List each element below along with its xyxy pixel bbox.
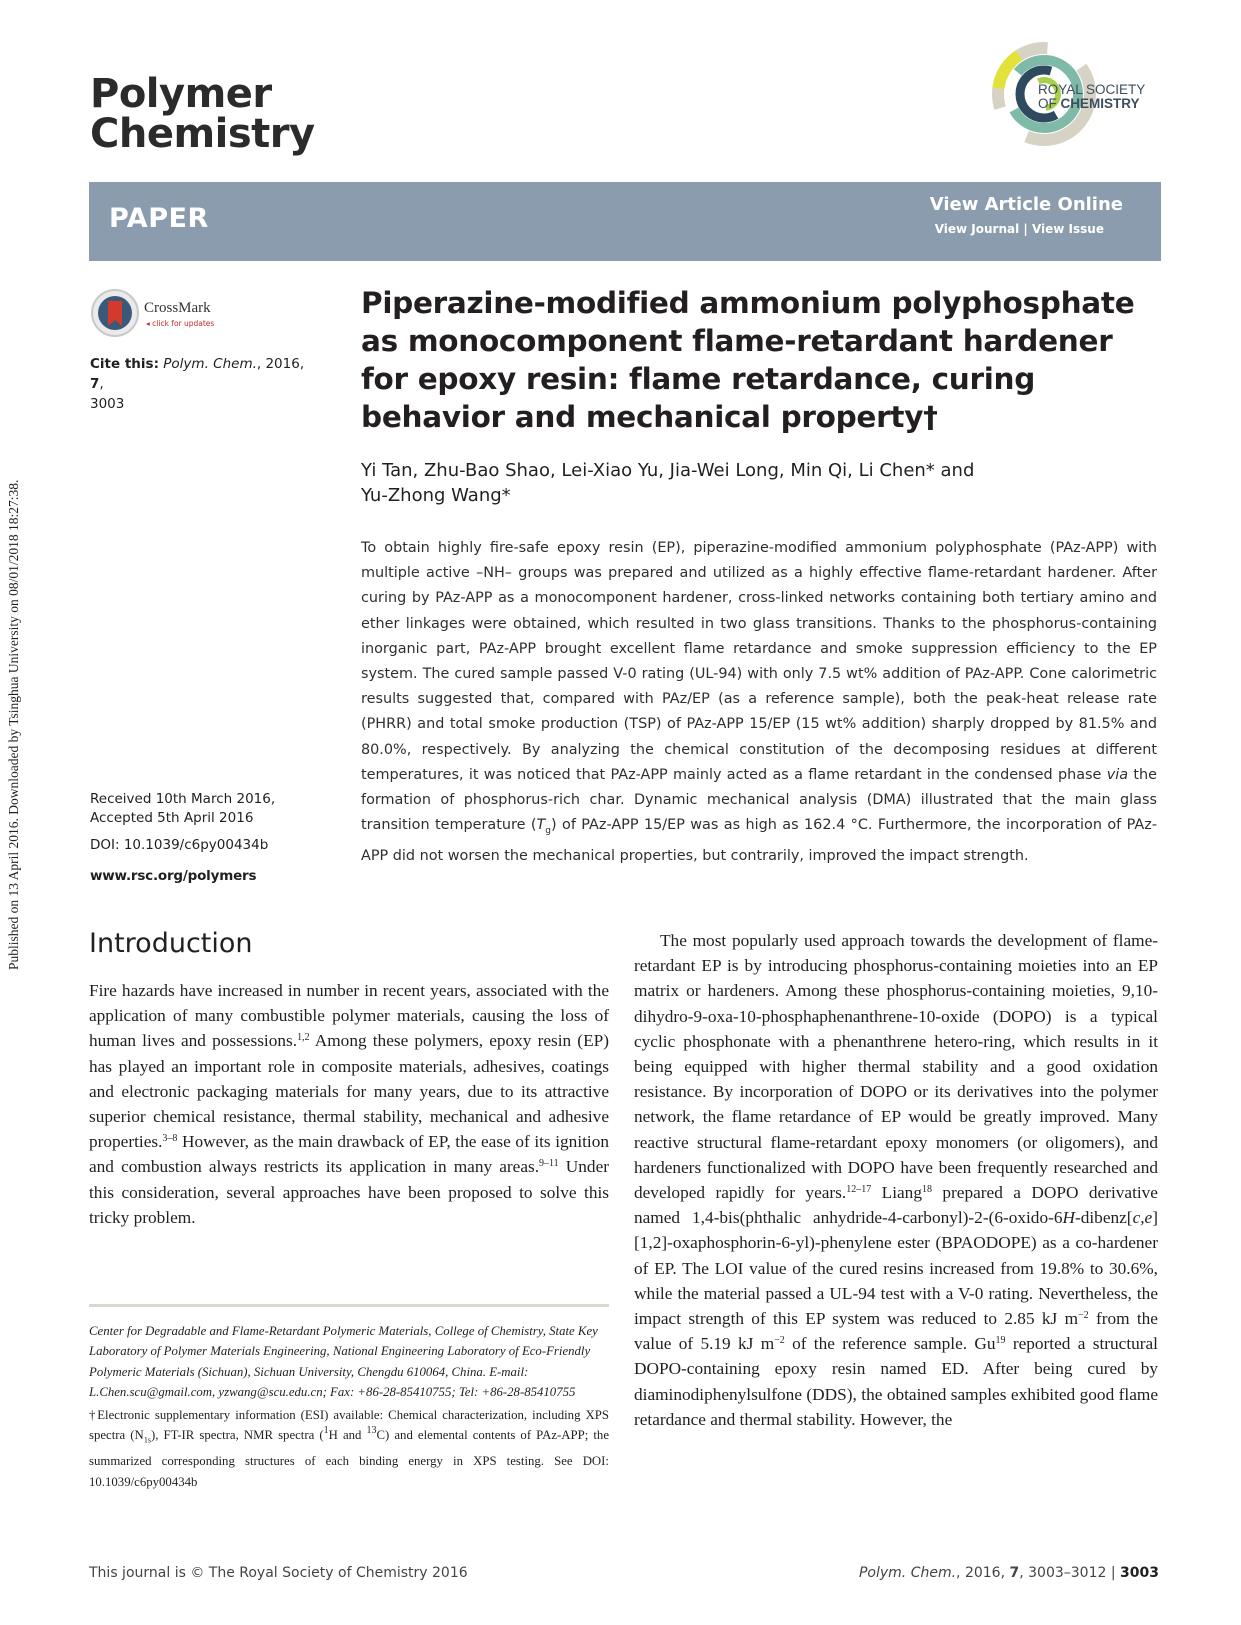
received-date: Received 10th March 2016, <box>90 791 276 807</box>
page-number: 3003 <box>1120 1565 1159 1581</box>
citation-ref[interactable]: 18 <box>921 1184 932 1196</box>
footnote-divider <box>89 1304 609 1307</box>
affiliation-footnote: Center for Degradable and Flame-Retardant Polymeric Materials, College of Chemistry, State Key Laboratory of Polymer Materials Engineering, National Engineering Laboratory of Eco-Friendly Polymeric Materials (Sichuan), Sichuan University, Chengdu 610064, China. E-mail: L.Chen.scu@gmail.com, yzwang@scu.edu.cn; Fax: +86-28-85410755; Tel: +86-28-85410755 <box>89 1324 598 1400</box>
publication-side-note: Published on 13 April 2016. Downloaded by Tsinghua University on 08/01/2018 18:27:38. <box>6 479 21 970</box>
rsc-wordmark: ROYAL SOCIETY OF CHEMISTRY <box>1038 82 1146 111</box>
crossmark-label: CrossMark <box>144 300 211 316</box>
author-list: Yi Tan, Zhu-Bao Shao, Lei-Xiao Yu, Jia-Wei Long, Min Qi, Li Chen* and Yu-Zhong Wang* <box>361 460 975 506</box>
banner-links <box>935 222 1104 236</box>
abstract: To obtain highly fire-safe epoxy resin (EP), piperazine-modified ammonium polyphosphate (PAz-APP) with multiple active –NH– groups was prepared and utilized as a highly effective flame-retardant hardener. After curing by PAz-APP as a monocomponent hardener, cross-linked networks containing both tertiary amino and ether linkages were obtained, which resulted in two glass transitions. Thanks to the phosphorus-containing inorganic part, PAz-APP brought excellent flame retardance and smoke suppression efficiency to the EP system. The cured sample passed V-0 rating (UL-94) with only 7.5 wt% addition of PAz-APP. Cone calorimetric results suggested that, compared with PAz/EP (as a reference sample), both the peak-heat release rate (PHRR) and total smoke production (TSP) of PAz-APP 15/EP (15 wt% addition) sharply dropped by 81.5% and 80.0%, respectively. By analyzing the chemical constitution of the decomposing residues at different temperatures, it was noticed that PAz-APP mainly acted as a flame retardant in the condensed phase via the formation of phosphorus-rich char. Dynamic mechanical analysis (DMA) illustrated that the main glass transition temperature $(T_g)$ of PAz-APP 15/EP was as high as 162.4 °C. Furthermore, the incorporation of PAz-APP did not worsen the mechanical properties, but contrarily, improved the impact strength. <box>361 540 1158 865</box>
journal-title <box>90 71 315 157</box>
view-issue-link[interactable]: View Issue <box>1031 222 1104 236</box>
citation: Cite this: Polym. Chem., 2016, 7, 3003 <box>90 356 305 412</box>
received-dates <box>90 790 320 828</box>
crossmark-badge[interactable] <box>90 288 230 338</box>
accepted-date: Accepted 5th April 2016 <box>90 810 254 826</box>
section-heading-introduction: Introduction <box>89 928 253 959</box>
rsc-logo[interactable] <box>992 38 1160 150</box>
citation-ref[interactable]: 12–17 <box>846 1184 872 1196</box>
article-type: PAPER <box>109 203 209 234</box>
citation-ref[interactable]: 19 <box>995 1335 1006 1347</box>
article-banner <box>89 182 1161 261</box>
citation-ref[interactable]: 9–11 <box>539 1158 559 1170</box>
journal-title-line1: Polymer <box>90 71 272 117</box>
citation-ref[interactable]: 3–8 <box>162 1133 178 1145</box>
esi-footnote: †Electronic supplementary information (ESI) available: Chemical characterization, including XPS spectra $(N_{1s})$, FT-IR spectra, NMR spectra ($^1$H and $^{13}$C) and elemental contents of PAz-APP; the summarized corresponding structures of each binding energy in XPS testing. See DOI: 10.1039/c6py00434b <box>89 1408 609 1489</box>
journal-website-link[interactable]: www.rsc.org/polymers <box>90 868 257 884</box>
view-journal-link[interactable]: View Journal <box>934 222 1020 236</box>
journal-title-line2: Chemistry <box>90 111 315 157</box>
crossmark-icon <box>90 288 140 338</box>
citation-ref[interactable]: 1,2 <box>297 1032 310 1044</box>
right-column-paragraph: The most popularly used approach towards the development of flame-retardant EP is by introducing phosphorus-containing moieties into an EP matrix or hardeners. Among these phosphorus-containing moieties, 9,10-dihydro-9-oxa-10-phosphaphenanthrene-10-oxide (DOPO) is a typical cyclic phosphonate with a phenanthrene hetero-ring, which results in it being equipped with higher thermal stability and a good oxidation resistance. By incorporation of DOPO or its derivatives into the polymer network, the flame retardance of EP would be greatly improved. Many reactive structural flame-retardant epoxy monomers (or oligomers), and hardeners functionalized with DOPO have been frequently researched and developed rapidly for years.$^{12-17}$ Liang$^{18}$ prepared a DOPO derivative named 1,4-bis(phthalic anhydride-4-carbonyl)-2-(6-oxido-6H-dibenz[c,e][1,2]-oxaphosphorin-6-yl)-phenylene ester (BPAODOPE) as a co-hardener of EP. The LOI value of the cured resins increased from 19.8% to 30.6%, while the material passed a UL-94 test with a V-0 rating. Nevertheless, the impact strength of this EP system was reduced to 2.85 kJ $m^{-2}$ from the value of 5.19 kJ $m^{-2}$ of the reference sample. Gu$^{19}$ reported a structural DOPO-containing epoxy resin named ED. After being cured by diaminodiphenylsulfone (DDS), the obtained samples exhibited good flame retardance and thermal stability. However, the <box>634 931 1158 1429</box>
footer-copyright: This journal is © The Royal Society of Chemistry 2016 <box>89 1565 468 1581</box>
doi[interactable]: DOI: 10.1039/c6py00434b <box>90 837 269 853</box>
introduction-paragraph: Fire hazards have increased in number in recent years, associated with the application of many combustible polymer materials, causing the loss of human lives and possessions.$^{1,2}$ Among these polymers, epoxy resin (EP) has played an important role in composite materials, adhesives, coatings and electronic packaging materials for many years, due to its attractive superior chemical resistance, thermal stability, mechanical and adhesive properties.$^{3-8}$ However, as the main drawback of EP, the ease of its ignition and combustion always restricts its application in many areas.$^{9-11}$ Under this consideration, several approaches have been proposed to solve this tricky problem. <box>89 981 609 1227</box>
banner-separator: | <box>1023 222 1028 236</box>
footer-citation: Polym. Chem., 2016, 7, 3003–3012 | 3003 <box>858 1565 1159 1581</box>
article-title: Piperazine-modified ammonium polyphosphate as monocomponent flame-retardant hardener for epoxy resin: flame retardance, curing behavior and mechanical property† <box>361 286 1135 434</box>
crossmark-sublabel: ◂ click for updates <box>146 319 215 328</box>
view-article-online-link[interactable]: View Article Online <box>929 194 1123 215</box>
